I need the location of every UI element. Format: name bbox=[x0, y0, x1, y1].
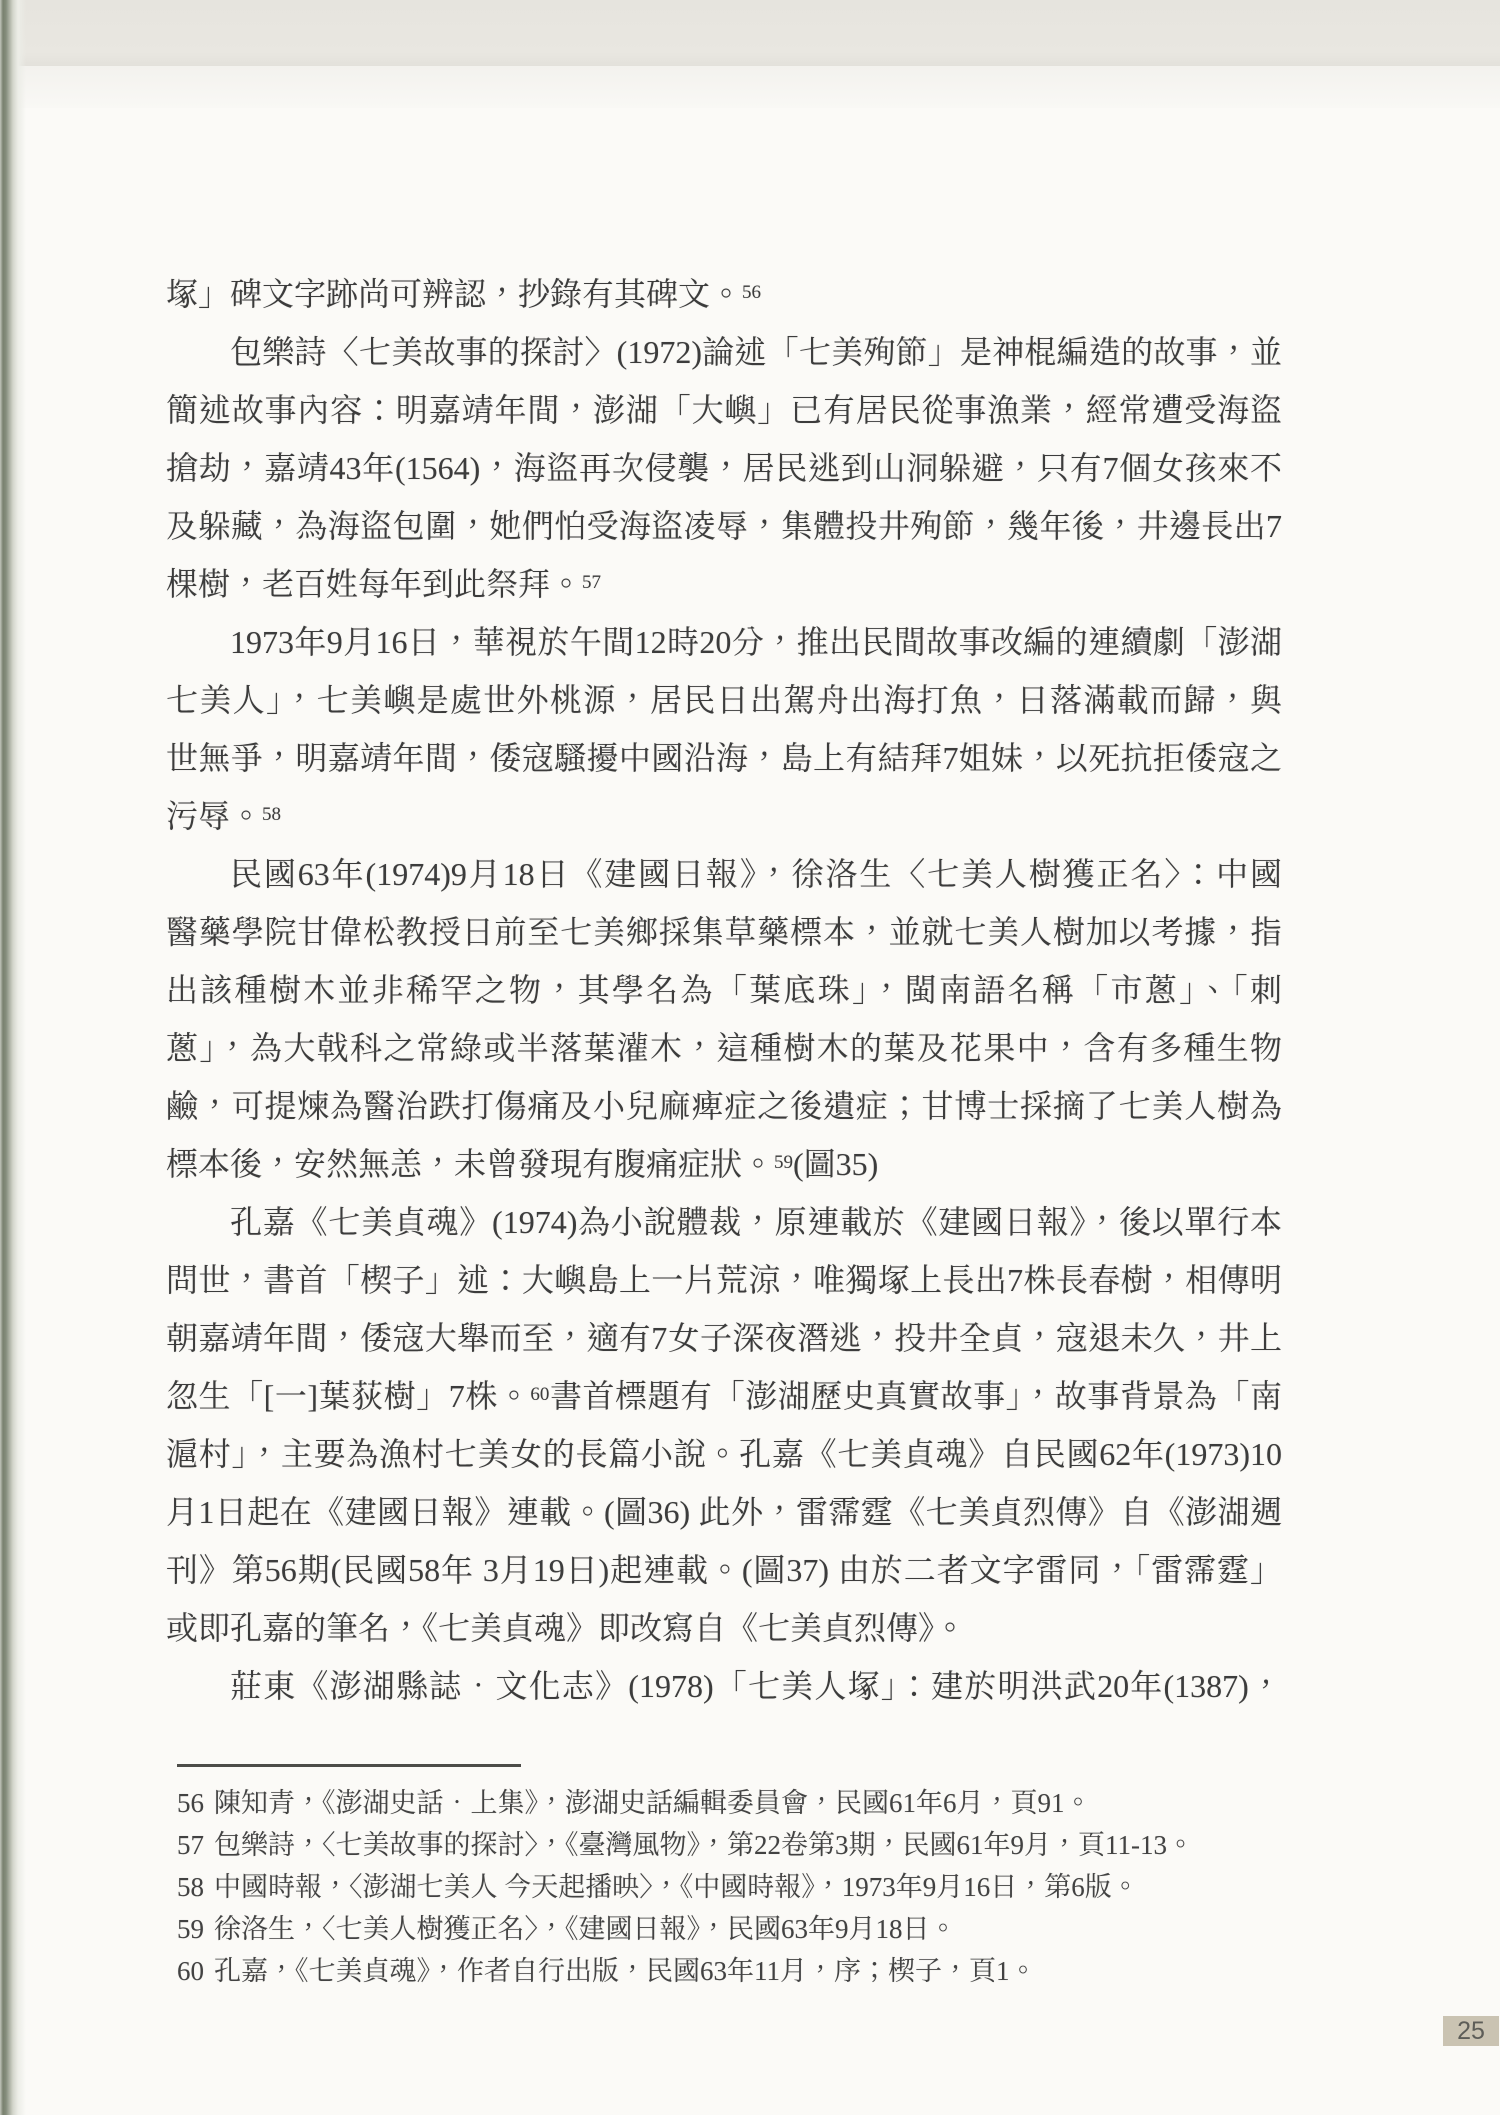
scan-edge-top-band-light bbox=[0, 66, 1500, 108]
body-line bbox=[166, 1483, 1282, 1541]
body-text-segment: 朝嘉靖年間，倭寇大舉而至，適有7女子深夜潛逃，投井全貞，寇退未久，井上 bbox=[166, 1320, 1282, 1356]
body-text-segment: 及躲藏，為海盜包圍，她們怕受海盜凌辱，集體投井殉節，幾年後，井邊長出7 bbox=[166, 508, 1282, 544]
body-text-segment: 問世，書首「楔子」述：大嶼島上一片荒涼，唯獨塚上長出7株長春樹，相傳明 bbox=[166, 1262, 1282, 1298]
footnote-number: 58 bbox=[177, 1872, 204, 1902]
body-line bbox=[166, 1193, 1282, 1251]
footnote-ref: 57 bbox=[582, 572, 602, 593]
footnote-text: 中國時報，〈澎湖七美人 今天起播映〉，《中國時報》，1973年9月16日，第6版。 bbox=[214, 1872, 1139, 1902]
body-text-segment: 忽生「[一]葉荻樹」7株。 bbox=[166, 1378, 531, 1414]
body-line bbox=[166, 497, 1282, 555]
body-text-segment: 1973年9月16日，華視於午間12時20分，推出民間故事改編的連續劇「澎湖 bbox=[230, 624, 1282, 660]
body-line bbox=[166, 729, 1282, 787]
body-line bbox=[166, 845, 1282, 903]
footnote-separator bbox=[177, 1764, 521, 1767]
body-line bbox=[166, 1309, 1282, 1367]
footnote-ref: 56 bbox=[742, 282, 762, 303]
body-line bbox=[166, 323, 1282, 381]
body-line bbox=[166, 903, 1282, 961]
body-line bbox=[166, 1019, 1282, 1077]
scan-edge-top-band bbox=[0, 0, 1500, 66]
footnote-line bbox=[177, 1908, 1397, 1950]
body-text bbox=[166, 265, 1282, 1715]
body-text-segment: 月1日起在《建國日報》連載。(圖36) 此外，雷霈霆《七美貞烈傳》自《澎湖週 bbox=[166, 1494, 1282, 1530]
body-text-segment: 搶劫，嘉靖43年(1564)，海盜再次侵襲，居民逃到山洞躲避，只有7個女孩來不 bbox=[166, 450, 1282, 486]
body-line bbox=[166, 1367, 1282, 1425]
body-text-segment: 簡述故事內容：明嘉靖年間，澎湖「大嶼」已有居民從事漁業，經常遭受海盜 bbox=[166, 392, 1282, 428]
body-text-segment: 書首標題有「澎湖歷史真實故事」，故事背景為「南 bbox=[549, 1378, 1282, 1414]
footnote-text: 孔嘉，《七美貞魂》，作者自行出版，民國63年11月，序；楔子，頁1。 bbox=[214, 1956, 1037, 1986]
body-text-segment: 莊東《澎湖縣誌．文化志》(1978)「七美人塚」：建於明洪武20年(1387)， bbox=[230, 1668, 1282, 1704]
footnote-text: 陳知青，《澎湖史話．上集》，澎湖史話編輯委員會，民國61年6月，頁91。 bbox=[214, 1788, 1092, 1818]
footnote-number: 60 bbox=[177, 1956, 204, 1986]
body-line bbox=[166, 613, 1282, 671]
footnote-line bbox=[177, 1950, 1397, 1992]
body-text-segment: 標本後，安然無恙，未曾發現有腹痛症狀。 bbox=[166, 1146, 775, 1182]
body-text-segment: 蔥」，為大戟科之常綠或半落葉灌木，這種樹木的葉及花果中，含有多種生物 bbox=[166, 1030, 1282, 1066]
body-text-segment: 民國63年(1974)9月18日《建國日報》，徐洛生〈七美人樹獲正名〉：中國 bbox=[230, 856, 1282, 892]
body-line bbox=[166, 671, 1282, 729]
body-text-segment: 世無爭，明嘉靖年間，倭寇騷擾中國沿海，島上有結拜7姐妹，以死抗拒倭寇之 bbox=[166, 740, 1282, 776]
body-line bbox=[166, 1541, 1282, 1599]
body-line bbox=[166, 1251, 1282, 1309]
body-line bbox=[166, 555, 1282, 613]
body-line bbox=[166, 1425, 1282, 1483]
footnote-line bbox=[177, 1782, 1397, 1824]
footnote-text: 包樂詩，〈七美故事的探討〉，《臺灣風物》，第22卷第3期，民國61年9月，頁11-13。 bbox=[214, 1830, 1194, 1860]
body-line bbox=[166, 439, 1282, 497]
body-text-segment: 污辱。 bbox=[166, 798, 263, 834]
page-number-badge: 25 bbox=[1443, 2016, 1499, 2046]
footnote-ref: 60 bbox=[530, 1384, 550, 1405]
body-line bbox=[166, 787, 1282, 845]
footnotes bbox=[177, 1782, 1397, 1992]
body-text-segment: 孔嘉《七美貞魂》(1974)為小說體裁，原連載於《建國日報》，後以單行本 bbox=[230, 1204, 1282, 1240]
body-text-segment: 或即孔嘉的筆名，《七美貞魂》即改寫自《七美貞烈傳》。 bbox=[166, 1610, 967, 1646]
body-text-segment: 醫藥學院甘偉松教授日前至七美鄉採集草藥標本，並就七美人樹加以考據，指 bbox=[166, 914, 1282, 950]
footnote-line bbox=[177, 1866, 1397, 1908]
scan-edge-left-spine bbox=[0, 0, 26, 2115]
footnote-number: 56 bbox=[177, 1788, 204, 1818]
body-text-segment: 刊》第56期(民國58年 3月19日)起連載。(圖37) 由於二者文字雷同，「雷霈霆」 bbox=[166, 1552, 1282, 1588]
body-text-segment: 七美人」，七美嶼是處世外桃源，居民日出駕舟出海打魚，日落滿載而歸，與 bbox=[166, 682, 1282, 718]
body-line bbox=[166, 1077, 1282, 1135]
footnote-number: 59 bbox=[177, 1914, 204, 1944]
body-line bbox=[166, 265, 1282, 323]
body-line bbox=[166, 1657, 1282, 1715]
footnote-line bbox=[177, 1824, 1397, 1866]
footnote-ref: 58 bbox=[262, 804, 282, 825]
body-text-segment: (圖35) bbox=[793, 1146, 879, 1182]
body-text-segment: 滬村」，主要為漁村七美女的長篇小說。孔嘉《七美貞魂》自民國62年(1973)10 bbox=[166, 1436, 1282, 1472]
body-line bbox=[166, 1135, 1282, 1193]
footnote-text: 徐洛生，〈七美人樹獲正名〉，《建國日報》，民國63年9月18日。 bbox=[214, 1914, 957, 1944]
body-text-segment: 包樂詩〈七美故事的探討〉(1972)論述「七美殉節」是神棍編造的故事，並 bbox=[230, 334, 1282, 370]
body-line bbox=[166, 381, 1282, 439]
body-text-segment: 鹼，可提煉為醫治跌打傷痛及小兒麻痺症之後遺症；甘博士採摘了七美人樹為 bbox=[166, 1088, 1282, 1124]
body-text-segment: 塚」碑文字跡尚可辨認，抄錄有其碑文。 bbox=[166, 276, 743, 312]
body-line bbox=[166, 1599, 1282, 1657]
footnote-number: 57 bbox=[177, 1830, 204, 1860]
footnote-ref: 59 bbox=[774, 1152, 794, 1173]
body-line bbox=[166, 961, 1282, 1019]
body-text-segment: 出該種樹木並非稀罕之物，其學名為「葉底珠」，閩南語名稱「市蔥」、「刺 bbox=[166, 972, 1282, 1008]
body-text-segment: 棵樹，老百姓每年到此祭拜。 bbox=[166, 566, 583, 602]
